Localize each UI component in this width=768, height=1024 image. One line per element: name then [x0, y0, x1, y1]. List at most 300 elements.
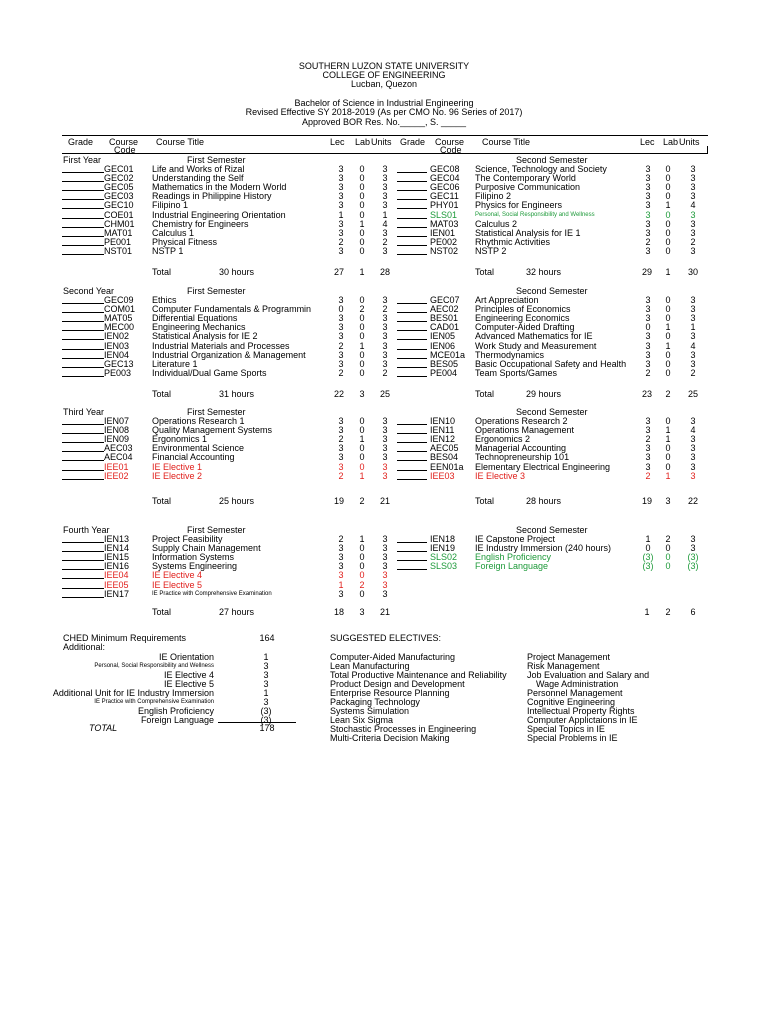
- course-lec: 3: [338, 570, 344, 580]
- course-units: 3: [382, 561, 388, 571]
- course-units: 3: [690, 246, 696, 256]
- grade-blank[interactable]: [62, 312, 104, 313]
- course-units: 3: [382, 322, 388, 332]
- grade-blank[interactable]: [397, 442, 427, 443]
- course-units: 3: [382, 228, 388, 238]
- course-lab: 0: [359, 462, 365, 472]
- course-title: Understanding the Self: [152, 173, 244, 183]
- col-title-right: Course Title: [482, 137, 531, 147]
- course-title: NSTP 1: [152, 246, 184, 256]
- course-title: Basic Occupational Safety and Health: [475, 359, 627, 369]
- course-code: IEN04: [104, 350, 130, 360]
- total-lab: 2: [665, 389, 671, 399]
- elective-item: Lean Six Sigma: [330, 715, 394, 725]
- course-code: GEC05: [104, 182, 134, 192]
- course-units: 3: [382, 313, 388, 323]
- grade-blank[interactable]: [62, 227, 104, 228]
- grade-blank[interactable]: [397, 424, 427, 425]
- course-units: 2: [690, 368, 696, 378]
- course-lec: 3: [338, 443, 344, 453]
- grade-blank[interactable]: [62, 349, 104, 350]
- course-title: IE Capstone Project: [475, 534, 556, 544]
- course-lec: 3: [338, 295, 344, 305]
- course-lab: 0: [665, 237, 671, 247]
- course-lab: 0: [665, 552, 671, 562]
- additional-label: Additional:: [63, 642, 106, 652]
- total-label: Total: [152, 607, 172, 617]
- course-units: 3: [382, 173, 388, 183]
- grade-blank[interactable]: [62, 330, 104, 331]
- course-lec: 3: [338, 219, 344, 229]
- course-lab: 0: [665, 561, 671, 571]
- grade-blank[interactable]: [397, 236, 427, 237]
- course-title: IE Industry Immersion (240 hours): [475, 543, 612, 553]
- course-title: Individual/Dual Game Sports: [152, 368, 267, 378]
- col-code-right: Code: [440, 145, 462, 155]
- total-hours: 28 hours: [526, 496, 562, 506]
- course-code: CAD01: [430, 322, 460, 332]
- grade-blank[interactable]: [397, 330, 427, 331]
- semester-label: Second Semester: [516, 155, 588, 165]
- course-units: 2: [690, 237, 696, 247]
- grade-blank[interactable]: [62, 218, 104, 219]
- course-code: GEC01: [104, 164, 134, 174]
- col-lab-right: Lab: [663, 137, 679, 147]
- grade-blank[interactable]: [62, 578, 104, 579]
- total-units: 25: [379, 389, 390, 399]
- grade-blank[interactable]: [397, 199, 427, 200]
- course-lec: 2: [645, 434, 651, 444]
- grade-blank[interactable]: [62, 172, 104, 173]
- course-units: 3: [382, 552, 388, 562]
- grade-blank[interactable]: [397, 254, 427, 255]
- grade-blank[interactable]: [62, 321, 104, 322]
- course-lec: 2: [338, 341, 344, 351]
- course-code: IEE03: [430, 471, 455, 481]
- grade-blank[interactable]: [397, 433, 427, 434]
- grade-blank[interactable]: [62, 569, 104, 570]
- course-code: MEC00: [104, 322, 135, 332]
- grade-blank[interactable]: [397, 479, 427, 480]
- course-lec: 3: [645, 219, 651, 229]
- course-code: PE002: [430, 237, 458, 247]
- header-bottom-rule: [62, 153, 708, 154]
- course-lec: 3: [338, 331, 344, 341]
- course-lec: 1: [338, 580, 344, 590]
- course-code: GEC10: [104, 200, 134, 210]
- course-code: IEN06: [430, 341, 456, 351]
- grade-blank[interactable]: [397, 312, 427, 313]
- course-code: COM01: [104, 304, 136, 314]
- course-title: Supply Chain Management: [152, 543, 261, 553]
- grade-blank[interactable]: [62, 433, 104, 434]
- elective-item: Special Problems in IE: [527, 733, 618, 743]
- course-lab: 1: [665, 425, 671, 435]
- course-code: NST02: [430, 246, 459, 256]
- course-units: 4: [690, 200, 696, 210]
- course-units: 3: [382, 580, 388, 590]
- grade-blank[interactable]: [62, 208, 104, 209]
- course-code: IEN07: [104, 416, 130, 426]
- total-units: 22: [687, 496, 698, 506]
- course-code: IEN01: [430, 228, 456, 238]
- total-hours: 27 hours: [219, 607, 255, 617]
- course-units: (3): [687, 561, 699, 571]
- course-code: IEN10: [430, 416, 456, 426]
- total-lec: 23: [641, 389, 652, 399]
- ched-label: CHED Minimum Requirements: [63, 633, 187, 643]
- total-units: 30: [687, 267, 698, 277]
- course-units: 3: [382, 471, 388, 481]
- course-code: IEN02: [104, 331, 130, 341]
- requirement-label: IE Practice with Comprehensive Examination: [94, 699, 214, 705]
- course-title: IE Practice with Comprehensive Examination: [152, 591, 272, 597]
- grade-blank[interactable]: [397, 339, 427, 340]
- grade-blank[interactable]: [62, 236, 104, 237]
- course-units: 3: [690, 462, 696, 472]
- requirement-value: 1: [263, 688, 269, 698]
- course-units: 3: [382, 589, 388, 599]
- course-lab: 0: [665, 416, 671, 426]
- requirement-label: Additional Unit for IE Industry Immersion: [52, 688, 214, 698]
- course-lec: 0: [645, 322, 651, 332]
- course-title: Ethics: [152, 295, 177, 305]
- grade-blank[interactable]: [62, 560, 104, 561]
- course-lec: 1: [338, 210, 344, 220]
- elective-item: Lean Manufacturing: [330, 661, 410, 671]
- total-label: Total: [475, 389, 495, 399]
- requirement-value: (3): [260, 715, 272, 725]
- course-lec: 2: [338, 434, 344, 444]
- course-lab: 0: [665, 359, 671, 369]
- grade-blank[interactable]: [62, 303, 104, 304]
- course-lab: 1: [665, 434, 671, 444]
- course-lec: 3: [338, 543, 344, 553]
- course-title: Filipino 1: [152, 200, 189, 210]
- course-lec: 3: [645, 359, 651, 369]
- course-code: MAT05: [104, 313, 133, 323]
- course-units: 2: [382, 304, 388, 314]
- course-code: PE004: [430, 368, 458, 378]
- course-lec: 3: [645, 462, 651, 472]
- course-lab: 0: [359, 368, 365, 378]
- course-code: IEN16: [104, 561, 130, 571]
- course-lab: 2: [665, 534, 671, 544]
- course-units: 3: [382, 359, 388, 369]
- grade-blank[interactable]: [62, 339, 104, 340]
- course-code: GEC13: [104, 359, 134, 369]
- course-units: 3: [690, 219, 696, 229]
- course-code: IEN18: [430, 534, 456, 544]
- grade-blank[interactable]: [397, 321, 427, 322]
- course-code: GEC11: [430, 191, 459, 201]
- course-code: GEC02: [104, 173, 134, 183]
- requirements-total-label: TOTAL: [89, 723, 118, 733]
- grade-blank[interactable]: [397, 303, 427, 304]
- course-lec: 3: [645, 164, 651, 174]
- total-units: 21: [379, 607, 390, 617]
- grade-blank[interactable]: [62, 451, 104, 452]
- grade-blank[interactable]: [62, 358, 104, 359]
- elective-item: Multi-Criteria Decision Making: [330, 733, 450, 743]
- grade-blank[interactable]: [397, 367, 427, 368]
- course-code: PHY01: [430, 200, 459, 210]
- grade-blank[interactable]: [62, 376, 104, 377]
- course-lec: 3: [645, 452, 651, 462]
- grade-blank[interactable]: [397, 470, 427, 471]
- col-course-left: Course: [109, 137, 139, 147]
- course-lab: 0: [665, 368, 671, 378]
- course-units: 3: [690, 295, 696, 305]
- grade-blank[interactable]: [62, 470, 104, 471]
- grade-blank[interactable]: [397, 460, 427, 461]
- course-code: MCE01a: [430, 350, 466, 360]
- total-units: 28: [379, 267, 390, 277]
- revision-note: Revised Effective SY 2018-2019 (As per CMO No. 96 Series of 2017): [245, 107, 523, 117]
- ched-value: 164: [259, 633, 275, 643]
- course-code: IEN12: [430, 434, 456, 444]
- total-hours: 31 hours: [219, 389, 255, 399]
- course-title: Life and Works of Rizal: [152, 164, 245, 174]
- electives-title: SUGGESTED ELECTIVES:: [330, 633, 442, 643]
- course-units: 3: [382, 570, 388, 580]
- total-hours: 30 hours: [219, 267, 255, 277]
- course-title: Chemistry for Engineers: [152, 219, 249, 229]
- course-lab: 0: [359, 359, 365, 369]
- grade-blank[interactable]: [397, 542, 427, 543]
- grade-blank[interactable]: [62, 442, 104, 443]
- course-title: IE Elective 3: [475, 471, 526, 481]
- course-title: Filipino 2: [475, 191, 512, 201]
- course-lec: 3: [338, 552, 344, 562]
- course-units: 3: [382, 191, 388, 201]
- course-title: Ergonomics 1: [152, 434, 208, 444]
- course-lab: 0: [665, 331, 671, 341]
- course-lab: 0: [359, 570, 365, 580]
- course-lab: 0: [359, 210, 365, 220]
- course-units: 3: [382, 462, 388, 472]
- grade-blank[interactable]: [62, 460, 104, 461]
- course-title: Readings in Philippine History: [152, 191, 272, 201]
- course-code: IEN15: [104, 552, 130, 562]
- course-title: Thermodynamics: [475, 350, 545, 360]
- course-units: 3: [690, 182, 696, 192]
- grade-blank[interactable]: [397, 227, 427, 228]
- course-units: 3: [690, 228, 696, 238]
- course-lec: 3: [338, 322, 344, 332]
- course-title: Engineering Mechanics: [152, 322, 246, 332]
- course-code: AEC04: [104, 452, 133, 462]
- total-lab: 2: [665, 607, 671, 617]
- grade-blank[interactable]: [397, 218, 427, 219]
- course-lec: 3: [645, 341, 651, 351]
- semester-label: Second Semester: [516, 407, 588, 417]
- course-title: Mathematics in the Modern World: [152, 182, 287, 192]
- course-units: 3: [382, 452, 388, 462]
- grade-blank[interactable]: [397, 376, 427, 377]
- course-code: GEC09: [104, 295, 134, 305]
- course-lab: 0: [359, 313, 365, 323]
- grade-blank[interactable]: [62, 588, 104, 589]
- grade-blank[interactable]: [62, 424, 104, 425]
- total-lec: 19: [641, 496, 652, 506]
- requirement-label: Foreign Language: [140, 715, 214, 725]
- course-lec: 3: [338, 416, 344, 426]
- course-code: IEN08: [104, 425, 130, 435]
- grade-blank[interactable]: [62, 367, 104, 368]
- course-lec: (3): [642, 561, 654, 571]
- course-lab: 0: [359, 543, 365, 553]
- course-title: Principles of Economics: [475, 304, 571, 314]
- course-lec: 3: [645, 350, 651, 360]
- elective-item: Project Management: [527, 652, 611, 662]
- course-lec: 3: [645, 416, 651, 426]
- grade-blank[interactable]: [62, 479, 104, 480]
- course-lec: 3: [338, 173, 344, 183]
- course-units: 3: [382, 295, 388, 305]
- grade-blank[interactable]: [62, 181, 104, 182]
- grade-blank[interactable]: [62, 254, 104, 255]
- university-name: SOUTHERN LUZON STATE UNIVERSITY: [298, 61, 470, 71]
- course-lab: 0: [359, 552, 365, 562]
- course-lec: 3: [338, 228, 344, 238]
- course-lab: 1: [665, 471, 671, 481]
- course-units: 4: [690, 341, 696, 351]
- grade-blank[interactable]: [397, 208, 427, 209]
- col-title-left: Course Title: [156, 137, 205, 147]
- course-code: AEC02: [430, 304, 459, 314]
- course-units: 3: [690, 471, 696, 481]
- course-units: 3: [382, 425, 388, 435]
- course-lec: 3: [645, 304, 651, 314]
- course-code: BES04: [430, 452, 459, 462]
- course-lec: 2: [338, 237, 344, 247]
- course-lab: 0: [359, 331, 365, 341]
- course-lab: 0: [665, 164, 671, 174]
- total-label: Total: [152, 389, 172, 399]
- course-title: IE Elective 4: [152, 570, 203, 580]
- col-course-right: Course: [435, 137, 465, 147]
- total-label: Total: [152, 267, 172, 277]
- total-lec: 1: [644, 607, 650, 617]
- location: Lucban, Quezon: [350, 79, 418, 89]
- course-units: 3: [690, 452, 696, 462]
- col-lec-left: Lec: [330, 137, 345, 147]
- course-lab: 0: [359, 228, 365, 238]
- course-code: GEC04: [430, 173, 460, 183]
- grade-blank[interactable]: [397, 172, 427, 173]
- grade-blank[interactable]: [62, 551, 104, 552]
- year-label: Second Year: [63, 286, 115, 296]
- course-lec: (3): [642, 552, 654, 562]
- course-code: IEN17: [104, 589, 130, 599]
- course-lab: 1: [665, 341, 671, 351]
- course-lec: 3: [338, 350, 344, 360]
- course-title: English Proficiency: [475, 552, 552, 562]
- grade-blank[interactable]: [397, 358, 427, 359]
- grade-blank[interactable]: [62, 245, 104, 246]
- total-label: Total: [475, 267, 495, 277]
- course-title: Engineering Economics: [475, 313, 570, 323]
- course-units: 3: [382, 341, 388, 351]
- total-hours: 25 hours: [219, 496, 255, 506]
- course-lec: 3: [645, 246, 651, 256]
- total-lab: 1: [359, 267, 365, 277]
- grade-blank[interactable]: [62, 542, 104, 543]
- requirement-value: 1: [263, 652, 269, 662]
- course-lec: 0: [645, 543, 651, 553]
- course-units: 3: [690, 443, 696, 453]
- year-label: First Year: [63, 155, 102, 165]
- total-lec: 18: [333, 607, 344, 617]
- course-title: Statistical Analysis for IE 1: [475, 228, 581, 238]
- course-units: 3: [382, 534, 388, 544]
- requirement-label: Personal, Social Responsibility and Wellness: [94, 663, 214, 669]
- course-code: IEE01: [104, 462, 129, 472]
- college-name: COLLEGE OF ENGINEERING: [322, 70, 446, 80]
- course-units: 3: [690, 543, 696, 553]
- grade-blank[interactable]: [397, 181, 427, 182]
- total-label: Total: [152, 496, 172, 506]
- course-code: PE003: [104, 368, 132, 378]
- grade-blank[interactable]: [397, 190, 427, 191]
- course-code: AEC03: [104, 443, 133, 453]
- course-units: 3: [690, 313, 696, 323]
- semester-label: First Semester: [187, 525, 246, 535]
- grade-blank[interactable]: [397, 569, 427, 570]
- grade-blank[interactable]: [62, 199, 104, 200]
- course-units: 3: [382, 200, 388, 210]
- elective-item: Special Topics in IE: [527, 724, 605, 734]
- course-code: IEN09: [104, 434, 130, 444]
- grade-blank[interactable]: [397, 349, 427, 350]
- course-units: 4: [690, 425, 696, 435]
- course-title: Technopreneurship 101: [475, 452, 570, 462]
- grade-blank[interactable]: [62, 597, 104, 598]
- total-hours: 29 hours: [526, 389, 562, 399]
- course-title: Statistical Analysis for IE 2: [152, 331, 258, 341]
- grade-blank[interactable]: [397, 245, 427, 246]
- course-title: Quality Management Systems: [152, 425, 273, 435]
- course-title: The Contemporary World: [475, 173, 576, 183]
- course-code: IEE02: [104, 471, 129, 481]
- course-lab: 0: [359, 425, 365, 435]
- elective-item: Enterprise Resource Planning: [330, 688, 450, 698]
- course-title: Computer Fundamentals & Programmin: [152, 304, 312, 314]
- course-units: 3: [382, 416, 388, 426]
- course-code: GEC06: [430, 182, 460, 192]
- course-title: Industrial Engineering Orientation: [152, 210, 286, 220]
- requirement-value: 3: [263, 661, 269, 671]
- grade-blank[interactable]: [397, 551, 427, 552]
- course-code: IEN05: [430, 331, 456, 341]
- grade-blank[interactable]: [397, 560, 427, 561]
- course-code: MAT01: [104, 228, 133, 238]
- course-lab: 0: [359, 295, 365, 305]
- course-lec: 3: [338, 182, 344, 192]
- requirement-value: (3): [260, 706, 272, 716]
- course-lab: 0: [665, 452, 671, 462]
- course-title: Work Study and Measurement: [475, 341, 597, 351]
- grade-blank[interactable]: [397, 451, 427, 452]
- course-title: Physics for Engineers: [475, 200, 563, 210]
- grade-blank[interactable]: [62, 190, 104, 191]
- total-lec: 27: [333, 267, 344, 277]
- course-title: Rhythmic Activities: [475, 237, 551, 247]
- course-units: 3: [382, 182, 388, 192]
- semester-label: Second Semester: [516, 286, 588, 296]
- course-code: IEN11: [430, 425, 455, 435]
